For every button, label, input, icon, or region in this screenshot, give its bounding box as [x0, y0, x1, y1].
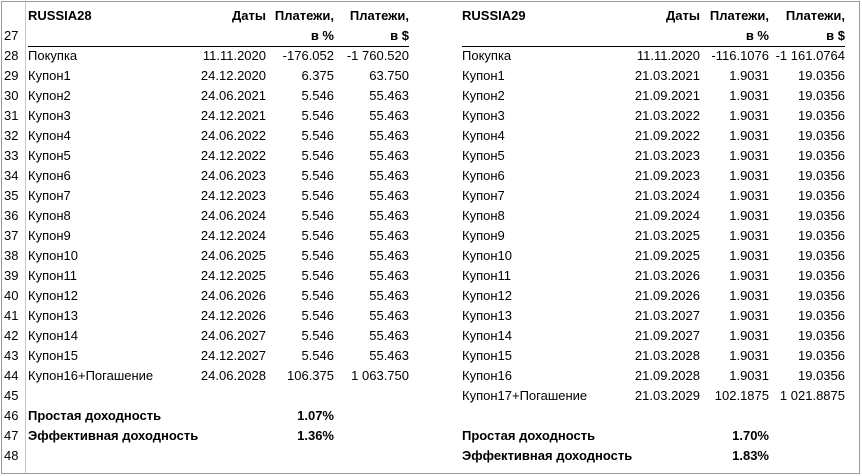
right-row-name[interactable]: Купон2 [462, 88, 505, 103]
left-row-name[interactable]: Купон1 [28, 68, 71, 83]
row-number-column [2, 2, 26, 473]
left-row-usd[interactable]: 55.463 [369, 148, 409, 163]
right-effective-yield-value[interactable]: 1.83% [732, 448, 769, 463]
right-row-pct[interactable]: 1.9031 [729, 348, 769, 363]
right-row-name[interactable]: Купон12 [462, 288, 512, 303]
left-row-date[interactable]: 24.12.2021 [200, 108, 266, 123]
row-number[interactable]: 37 [4, 228, 19, 243]
left-effective-yield-label[interactable]: Эффективная доходность [28, 428, 199, 443]
left-row-date[interactable]: 24.06.2027 [200, 328, 266, 343]
left-row-usd[interactable]: 55.463 [369, 188, 409, 203]
row-number[interactable]: 40 [4, 288, 19, 303]
right-row-pct[interactable]: 1.9031 [729, 88, 769, 103]
right-row-pct[interactable]: 1.9031 [729, 248, 769, 263]
right-row-date[interactable]: 21.03.2028 [634, 348, 700, 363]
spreadsheet[interactable] [1, 1, 860, 474]
row-number[interactable]: 29 [4, 68, 19, 83]
right-row-usd[interactable]: 19.0356 [798, 68, 845, 83]
left-row-date[interactable]: 24.12.2024 [200, 228, 266, 243]
row-number[interactable]: 36 [4, 208, 19, 223]
right-row-usd[interactable]: 19.0356 [798, 108, 845, 123]
left-row-pct[interactable]: 5.546 [301, 348, 334, 363]
right-row-date[interactable]: 21.03.2025 [634, 228, 700, 243]
right-row-date[interactable]: 21.09.2027 [634, 328, 700, 343]
row-number[interactable]: 38 [4, 248, 19, 263]
left-row-pct[interactable]: 5.546 [301, 328, 334, 343]
left-row-name[interactable]: Купон10 [28, 248, 78, 263]
left-row-name[interactable]: Купон2 [28, 88, 71, 103]
left-header-pct-unit[interactable]: в % [310, 28, 334, 43]
left-row-name[interactable]: Купон9 [28, 228, 71, 243]
right-row-pct[interactable]: 1.9031 [729, 208, 769, 223]
right-row-usd[interactable]: 19.0356 [798, 248, 845, 263]
left-row-date[interactable]: 24.06.2025 [200, 248, 266, 263]
right-row-name[interactable]: Купон15 [462, 348, 512, 363]
row-number[interactable]: 48 [4, 448, 19, 463]
right-row-pct[interactable]: 1.9031 [729, 328, 769, 343]
right-row-usd[interactable]: 19.0356 [798, 208, 845, 223]
left-row-date[interactable]: 24.12.2023 [200, 188, 266, 203]
right-row-pct[interactable]: 1.9031 [729, 188, 769, 203]
right-row-date[interactable]: 21.03.2021 [634, 68, 700, 83]
right-row-usd[interactable]: 19.0356 [798, 148, 845, 163]
right-row-usd[interactable]: 19.0356 [798, 188, 845, 203]
left-row-date[interactable]: 24.12.2027 [200, 348, 266, 363]
right-row-date[interactable]: 21.09.2021 [634, 88, 700, 103]
left-header-pct[interactable]: Платежи, [274, 8, 334, 23]
right-row-pct[interactable]: 1.9031 [729, 268, 769, 283]
left-row-usd[interactable]: 55.463 [369, 328, 409, 343]
left-row-pct[interactable]: 5.546 [301, 208, 334, 223]
left-header-dates[interactable]: Даты [232, 8, 266, 23]
right-row-date[interactable]: 21.09.2026 [634, 288, 700, 303]
left-row-usd[interactable]: 63.750 [369, 68, 409, 83]
left-simple-yield-value[interactable]: 1.07% [297, 408, 334, 423]
left-row-usd[interactable]: -1 760.520 [346, 48, 409, 63]
right-row-usd[interactable]: 19.0356 [798, 308, 845, 323]
left-row-date[interactable]: 24.06.2028 [200, 368, 266, 383]
right-row-name[interactable]: Купон4 [462, 128, 505, 143]
left-row-name[interactable]: Купон13 [28, 308, 78, 323]
left-row-pct[interactable]: 5.546 [301, 128, 334, 143]
row-number[interactable]: 32 [4, 128, 19, 143]
row-number[interactable]: 27 [4, 28, 19, 43]
right-row-usd[interactable]: -1 161.0764 [775, 48, 845, 63]
left-row-pct[interactable]: 106.375 [287, 368, 334, 383]
right-row-usd[interactable]: 19.0356 [798, 128, 845, 143]
right-row-pct[interactable]: -116.1076 [711, 48, 769, 63]
left-title[interactable]: RUSSIA28 [28, 8, 92, 23]
left-row-pct[interactable]: 5.546 [301, 308, 334, 323]
left-row-usd[interactable]: 55.463 [369, 248, 409, 263]
right-row-pct[interactable]: 1.9031 [729, 68, 769, 83]
left-row-usd[interactable]: 55.463 [369, 168, 409, 183]
right-row-name[interactable]: Купон10 [462, 248, 512, 263]
right-row-name[interactable]: Купон14 [462, 328, 512, 343]
right-row-usd[interactable]: 19.0356 [798, 268, 845, 283]
left-row-date[interactable]: 24.12.2025 [200, 268, 266, 283]
right-row-usd[interactable]: 1 021.8875 [779, 388, 845, 403]
left-row-date[interactable]: 24.12.2020 [200, 68, 266, 83]
right-row-usd[interactable]: 19.0356 [798, 168, 845, 183]
right-row-pct[interactable]: 1.9031 [729, 108, 769, 123]
right-row-name[interactable]: Купон6 [462, 168, 505, 183]
left-row-date[interactable]: 24.12.2026 [200, 308, 266, 323]
right-row-date[interactable]: 21.03.2027 [634, 308, 700, 323]
left-row-pct[interactable]: 5.546 [301, 248, 334, 263]
left-row-date[interactable]: 24.12.2022 [200, 148, 266, 163]
right-row-date[interactable]: 21.03.2022 [634, 108, 700, 123]
right-row-usd[interactable]: 19.0356 [798, 328, 845, 343]
row-number[interactable]: 30 [4, 88, 19, 103]
right-row-name[interactable]: Купон1 [462, 68, 505, 83]
left-row-pct[interactable]: 6.375 [301, 68, 334, 83]
left-row-pct[interactable]: 5.546 [301, 188, 334, 203]
left-row-pct[interactable]: 5.546 [301, 228, 334, 243]
right-row-pct[interactable]: 1.9031 [729, 308, 769, 323]
left-row-name[interactable]: Покупка [28, 48, 78, 63]
row-number[interactable]: 42 [4, 328, 19, 343]
right-row-pct[interactable]: 1.9031 [729, 128, 769, 143]
left-row-date[interactable]: 11.11.2020 [202, 48, 266, 63]
left-row-pct[interactable]: 5.546 [301, 288, 334, 303]
left-row-usd[interactable]: 55.463 [369, 268, 409, 283]
row-number[interactable]: 47 [4, 428, 19, 443]
row-number[interactable]: 34 [4, 168, 19, 183]
left-simple-yield-label[interactable]: Простая доходность [28, 408, 162, 423]
left-row-name[interactable]: Купон15 [28, 348, 78, 363]
left-row-name[interactable]: Купон4 [28, 128, 71, 143]
right-row-name[interactable]: Купон11 [462, 268, 512, 283]
left-row-name[interactable]: Купон7 [28, 188, 71, 203]
left-row-name[interactable]: Купон6 [28, 168, 71, 183]
left-row-date[interactable]: 24.06.2022 [200, 128, 266, 143]
right-row-name[interactable]: Купон13 [462, 308, 512, 323]
right-row-pct[interactable]: 1.9031 [729, 168, 769, 183]
right-row-usd[interactable]: 19.0356 [798, 88, 845, 103]
row-number[interactable]: 41 [4, 308, 19, 323]
right-row-name[interactable]: Купон3 [462, 108, 505, 123]
left-row-name[interactable]: Купон3 [28, 108, 71, 123]
left-row-pct[interactable]: 5.546 [301, 168, 334, 183]
right-row-name[interactable]: Купон8 [462, 208, 505, 223]
row-number[interactable]: 33 [4, 148, 19, 163]
left-row-name[interactable]: Купон5 [28, 148, 71, 163]
right-row-date[interactable]: 11.11.2020 [636, 48, 700, 63]
right-header-usd[interactable]: Платежи, [785, 8, 845, 23]
left-row-name[interactable]: Купон8 [28, 208, 71, 223]
left-row-usd[interactable]: 55.463 [369, 348, 409, 363]
left-row-pct[interactable]: 5.546 [301, 88, 334, 103]
left-row-usd[interactable]: 55.463 [369, 108, 409, 123]
right-row-pct[interactable]: 1.9031 [729, 148, 769, 163]
row-number[interactable]: 28 [4, 48, 19, 63]
right-row-name[interactable]: Купон7 [462, 188, 505, 203]
left-row-pct[interactable]: 5.546 [301, 148, 334, 163]
right-row-usd[interactable]: 19.0356 [798, 228, 845, 243]
row-number[interactable]: 31 [4, 108, 19, 123]
right-row-pct[interactable]: 102.1875 [714, 388, 769, 403]
right-row-date[interactable]: 21.03.2029 [634, 388, 700, 403]
right-row-pct[interactable]: 1.9031 [729, 288, 769, 303]
left-effective-yield-value[interactable]: 1.36% [297, 428, 334, 443]
left-row-usd[interactable]: 55.463 [369, 288, 409, 303]
left-row-date[interactable]: 24.06.2026 [200, 288, 266, 303]
left-row-pct[interactable]: 5.546 [301, 268, 334, 283]
left-row-pct[interactable]: 5.546 [301, 108, 334, 123]
left-row-date[interactable]: 24.06.2024 [200, 208, 266, 223]
left-row-usd[interactable]: 55.463 [369, 88, 409, 103]
right-row-date[interactable]: 21.03.2023 [634, 148, 700, 163]
row-number[interactable]: 39 [4, 268, 19, 283]
right-row-usd[interactable]: 19.0356 [798, 368, 845, 383]
right-header-pct[interactable]: Платежи, [709, 8, 769, 23]
right-header-dates[interactable]: Даты [666, 8, 700, 23]
right-row-name[interactable]: Купон16 [462, 368, 512, 383]
right-row-usd[interactable]: 19.0356 [798, 288, 845, 303]
left-header-usd[interactable]: Платежи, [349, 8, 409, 23]
left-row-pct[interactable]: -176.052 [282, 48, 334, 63]
left-row-name[interactable]: Купон16+Погашение [28, 368, 154, 383]
left-row-usd[interactable]: 55.463 [369, 128, 409, 143]
row-number[interactable]: 35 [4, 188, 19, 203]
left-row-date[interactable]: 24.06.2023 [200, 168, 266, 183]
right-row-date[interactable]: 21.03.2026 [634, 268, 700, 283]
right-row-usd[interactable]: 19.0356 [798, 348, 845, 363]
row-number[interactable]: 43 [4, 348, 19, 363]
row-number[interactable]: 44 [4, 368, 19, 383]
right-row-date[interactable]: 21.09.2028 [634, 368, 700, 383]
right-simple-yield-label[interactable]: Простая доходность [462, 428, 596, 443]
left-row-usd[interactable]: 55.463 [369, 308, 409, 323]
right-header-usd-unit[interactable]: в $ [826, 28, 845, 43]
row-number[interactable]: 45 [4, 388, 19, 403]
right-row-name[interactable]: Купон5 [462, 148, 505, 163]
right-title[interactable]: RUSSIA29 [462, 8, 526, 23]
right-row-name[interactable]: Покупка [462, 48, 512, 63]
left-row-usd[interactable]: 1 063.750 [351, 368, 409, 383]
left-row-usd[interactable]: 55.463 [369, 208, 409, 223]
right-row-date[interactable]: 21.03.2024 [634, 188, 700, 203]
left-row-date[interactable]: 24.06.2021 [200, 88, 266, 103]
right-effective-yield-label[interactable]: Эффективная доходность [462, 448, 633, 463]
left-row-usd[interactable]: 55.463 [369, 228, 409, 243]
right-row-date[interactable]: 21.09.2023 [634, 168, 700, 183]
row-number[interactable]: 46 [4, 408, 19, 423]
right-row-pct[interactable]: 1.9031 [729, 228, 769, 243]
right-row-date[interactable]: 21.09.2025 [634, 248, 700, 263]
right-row-name[interactable]: Купон17+Погашение [462, 388, 588, 403]
left-header-usd-unit[interactable]: в $ [390, 28, 409, 43]
right-row-date[interactable]: 21.09.2022 [634, 128, 700, 143]
right-header-pct-unit[interactable]: в % [745, 28, 769, 43]
right-row-name[interactable]: Купон9 [462, 228, 505, 243]
left-row-name[interactable]: Купон14 [28, 328, 78, 343]
left-row-name[interactable]: Купон12 [28, 288, 78, 303]
left-row-name[interactable]: Купон11 [28, 268, 78, 283]
right-row-pct[interactable]: 1.9031 [729, 368, 769, 383]
right-row-date[interactable]: 21.09.2024 [634, 208, 700, 223]
right-simple-yield-value[interactable]: 1.70% [732, 428, 769, 443]
